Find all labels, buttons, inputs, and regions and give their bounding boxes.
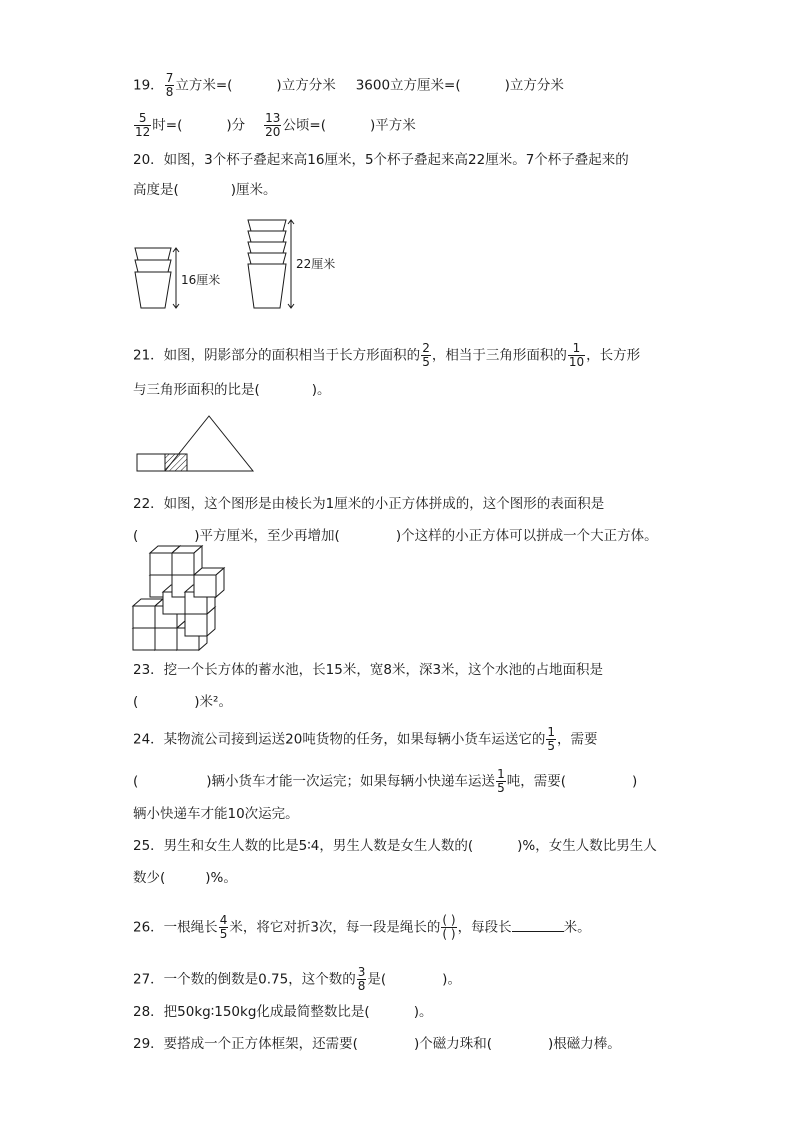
q19-line1: 19． $\frac{7}{8}$ 立方米=( )立方分米 3600立方厘米=( )立方分米 (133, 71, 564, 99)
fraction: $\frac{5}{12}$ (135, 111, 151, 139)
q19-number: 19． (133, 77, 164, 94)
q22-line2: ( )平方厘米，至少再增加( )个这样的小正方体可以拼成一个大正方体。 (133, 528, 658, 544)
q27-line: 27．一个数的倒数是0.75，这个数的 $\frac{3}{8}$ 是( )。 (133, 965, 461, 993)
cube-assembly-figure (0, 548, 794, 658)
q26-line: 26．一根绳长 $\frac{4}{5}$ 米，将它对折3次，每一段是绳长的 $\frac{( )}{( )}$ ，每段长 米。 (133, 913, 591, 941)
q23-line1: 23．挖一个长方体的蓄水池，长15米，宽8米，深3米，这个水池的占地面积是 (133, 662, 604, 678)
q24-line3: 辆小快递车才能10次运完。 (133, 806, 299, 822)
cube (172, 546, 202, 575)
fraction: $\frac{4}{5}$ (219, 913, 228, 941)
q25-line1: 25．男生和女生人数的比是5∶4，男生人数是女生人数的( )%，女生人数比男生人 (133, 838, 657, 854)
fraction: $\frac{1}{10}$ (568, 341, 585, 369)
q21-line1: 21．如图，阴影部分的面积相当于长方形面积的 $\frac{2}{5}$ ，相当于三角形面积的 $\frac{1}{10}$ ，长方形 (133, 341, 641, 369)
q24-line1: 24．某物流公司接到运送20吨货物的任务，如果每辆小货车运送它的 $\frac{1}{5}$ ，需要 (133, 725, 598, 753)
q20-line2: 高度是( )厘米。 (133, 182, 277, 198)
q24-line2: ( )辆小货车才能一次运完；如果每辆小快递车运送 $\frac{1}{5}$ 吨，需要( ) (133, 767, 638, 795)
label-16cm: 16厘米 (181, 273, 221, 287)
cube (194, 568, 224, 597)
fraction: $\frac{2}{5}$ (422, 341, 430, 369)
q20-line1: 20．如图，3个杯子叠起来高16厘米，5个杯子叠起来高22厘米。7个杯子叠起来的 (133, 152, 629, 168)
fraction-blank: $\frac{( )}{( )}$ (442, 913, 456, 941)
fraction: $\frac{7}{8}$ (165, 71, 174, 99)
q25-line2: 数少( )%。 (133, 870, 237, 886)
label-22cm: 22厘米 (296, 257, 336, 271)
answer-underline (512, 917, 564, 932)
fraction: $\frac{3}{8}$ (357, 965, 366, 993)
cup-stack-3 (135, 248, 179, 308)
fraction: $\frac{13}{20}$ (265, 111, 281, 139)
cup-stack-5 (248, 220, 294, 308)
q19-line2: $\frac{5}{12}$ 时=( )分 $\frac{13}{20}$ 公顷=( )平方米 (135, 111, 416, 139)
fraction: $\frac{1}{5}$ (547, 725, 555, 753)
q21-line2: 与三角形面积的比是( )。 (133, 382, 331, 398)
q29-line: 29．要搭成一个正方体框架，还需要( )个磁力珠和( )根磁力棒。 (133, 1036, 621, 1052)
q28-line: 28．把50kg∶150kg化成最简整数比是( )。 (133, 1004, 433, 1020)
fraction: $\frac{1}{5}$ (497, 767, 505, 795)
rectangle-triangle-figure (0, 408, 794, 488)
q23-line2: ( )米²。 (133, 694, 232, 710)
q22-line1: 22．如图，这个图形是由棱长为1厘米的小正方体拼成的，这个图形的表面积是 (133, 496, 605, 512)
